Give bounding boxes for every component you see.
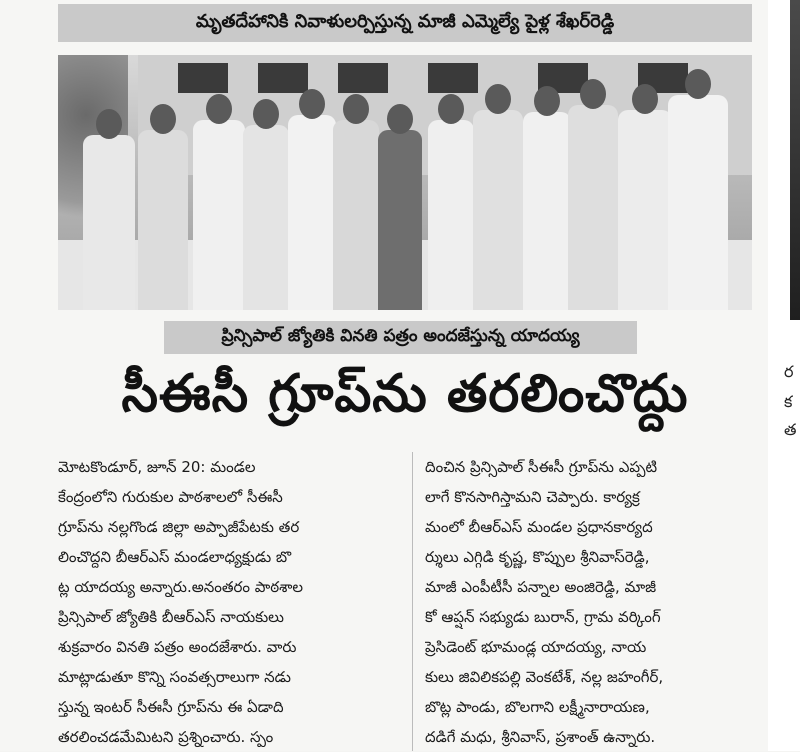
photo-person-head	[387, 104, 413, 134]
article-line: గ్రూప్‌ను నల్లగొండ జిల్లా అప్పాజీపేటకు తర	[58, 518, 300, 536]
photo-person	[83, 135, 135, 310]
photo-window	[428, 63, 478, 93]
article-line: మోటకొండూర్, జూన్ 20: మండల	[58, 458, 256, 476]
photo-window	[338, 63, 388, 93]
article-line: కేంద్రంలోని గురుకుల పాఠశాలలో సీఈసీ	[58, 488, 283, 506]
article-line: లాగే కొనసాగిస్తామని చెప్పారు. కార్యక్ర	[425, 488, 640, 506]
article-line: ట్ల యాదయ్య అన్నారు.అనంతరం పాఠశాల	[58, 578, 304, 596]
photo-person	[288, 115, 336, 310]
photo-person-head	[632, 84, 658, 114]
article-line: మంలో బీఆర్ఎస్ మండల ప్రధానకార్యద	[425, 518, 653, 536]
photo-person	[333, 120, 379, 310]
top-photo-caption: మృతదేహానికి నివాళులర్పిస్తున్న మాజీ ఎమ్మెల్యే పైళ్ల శేఖర్‌రెడ్డి	[58, 4, 752, 42]
photo-person	[138, 130, 188, 310]
article-line: కో ఆప్షన్ సభ్యుడు బురాన్, గ్రామ వర్కింగ్	[425, 608, 661, 626]
article-column-left	[58, 452, 398, 752]
photo-person-head	[438, 94, 464, 124]
article-line: ర్శులు ఎగ్గిడి కృష్ణ, కొప్పుల శ్రీనివాస్‌రెడ్డి,	[425, 548, 650, 566]
photo-person-head	[485, 84, 511, 114]
adjacent-text-fragment: ర	[784, 362, 794, 381]
article-line: దడిగే మధు, శ్రీనివాస్, ప్రశాంత్ ఉన్నారు.	[425, 728, 656, 746]
article-line: బొట్ల పాండు, బొలగాని లక్ష్మీనారాయణ,	[425, 698, 650, 716]
photo-person	[193, 120, 245, 310]
photo-person-head	[150, 104, 176, 134]
article-line: మాజీ ఎంపీటీసీ పన్నాల అంజిరెడ్డి, మాజీ	[425, 578, 657, 596]
article-headline: సీఈసీ గ్రూప్‌ను తరలించొద్దు	[121, 363, 689, 424]
article-line: కులు జివిలికపల్లి వెంకటేశ్, నల్ల జహంగీర్,	[425, 668, 664, 686]
photo-person	[428, 120, 474, 310]
article-line: తరలించడమేమిటని ప్రశ్నించారు. స్పం	[58, 728, 274, 746]
article-column-right	[425, 452, 765, 752]
column-divider	[412, 452, 413, 751]
photo-person	[568, 105, 618, 310]
photo-person	[668, 95, 728, 310]
photo-person-head	[580, 79, 606, 109]
article-line: ప్రెసిడెంట్ భూమండ్ల యాదయ్య, నాయ	[425, 638, 647, 656]
photo-person-head	[206, 94, 232, 124]
photo-person	[618, 110, 672, 310]
photo-person	[523, 112, 571, 310]
photo-person-head	[299, 89, 325, 119]
article-line: శుక్రవారం వినతి పత్రం అందజేశారు. వారు	[58, 638, 297, 656]
news-photo	[58, 55, 752, 310]
photo-person	[243, 125, 289, 310]
photo-person-head	[685, 69, 711, 99]
photo-person-head	[343, 94, 369, 124]
photo-person-head	[534, 86, 560, 116]
photo-person-head	[253, 99, 279, 129]
photo-person	[473, 110, 523, 310]
adjacent-photo-edge	[790, 0, 800, 320]
article-line: లించొద్దని బీఆర్ఎస్ మండలాధ్యక్షుడు బొ	[58, 548, 292, 566]
article-line: ప్రిన్సిపాల్ జ్యోతికి బీఆర్ఎస్ నాయకులు	[58, 608, 285, 626]
photo-window	[178, 63, 228, 93]
article-line: స్తున్న ఇంటర్ సీఈసీ గ్రూప్‌ను ఈ ఏడాది	[58, 698, 284, 716]
adjacent-text-fragment: త	[784, 420, 797, 439]
article-line: దించిన ప్రిన్సిపాల్ సీఈసీ గ్రూప్‌ను ఎప్పటి	[425, 458, 658, 476]
adjacent-text-fragment: క	[784, 392, 793, 411]
photo-window	[258, 63, 308, 93]
photo-person	[378, 130, 422, 310]
photo-caption: ప్రిన్సిపాల్ జ్యోతికి వినతి పత్రం అందజేస్తున్న యాదయ్య	[164, 321, 637, 354]
article-line: మాట్లాడుతూ కొన్ని సంవత్సరాలుగా నడు	[58, 668, 291, 686]
photo-person-head	[96, 109, 122, 139]
